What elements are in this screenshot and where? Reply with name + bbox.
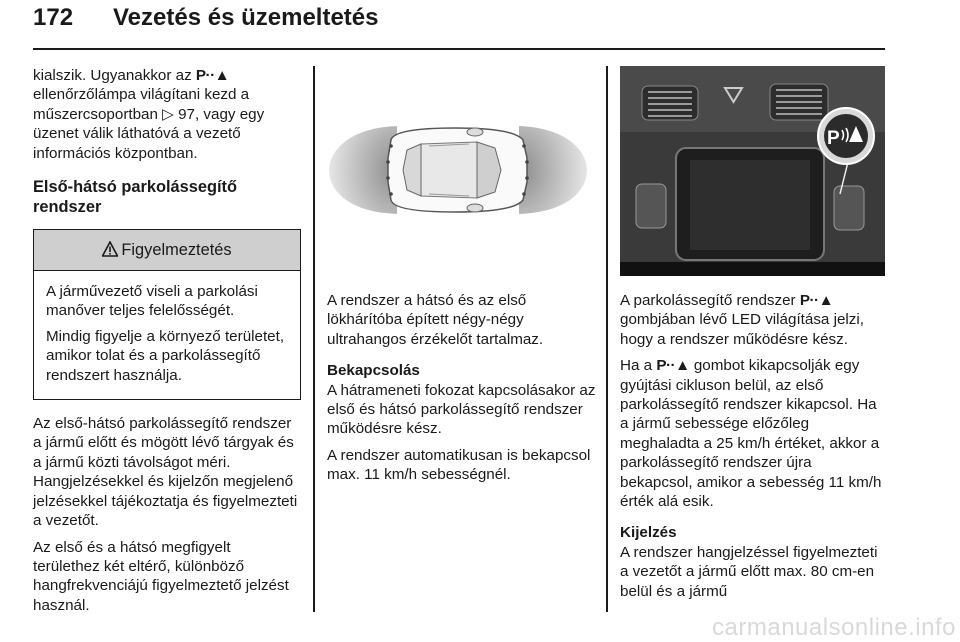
display-paragraph: A rendszer hangjelzéssel figyelmezteti a vezetőt a jármű előtt max. 80 cm-en belül és a jármű — [620, 543, 878, 600]
rear-sensor-zone — [329, 126, 397, 214]
column-1 — [33, 66, 301, 622]
activation-paragraph: A hátrameneti fokozat kapcsolásakor az első és hátsó parkolássegítő rendszer működésre kész. — [327, 381, 596, 438]
watermark: carmanualsonline.info — [712, 614, 956, 641]
activation-heading: Bekapcsolás — [327, 362, 420, 380]
page-ref-arrow-icon: ▷ — [162, 105, 174, 123]
body-paragraph-1: Az első-hátsó parkolássegítő rendszer a jármű előtt és mögött lévő tárgyak és a jármű közti távolságot méri. Hangjelzésekkel és kijelzőn megjelenő jelzésekkel tájékoztatja és figyelmezteti a vezetőt. — [33, 415, 298, 530]
intro-paragraph: kialszik. Ugyanakkor az P··▲ ellenőrzőlámpa világítani kezd a műszercsoportban ▷ 97, vagy egy üzenet válik láthatóvá a vezető információs központban. — [33, 67, 265, 162]
page-title: Vezetés és üzemeltetés — [113, 4, 379, 31]
page-number: 172 — [33, 4, 74, 31]
warning-body — [34, 271, 300, 399]
column-divider-2 — [606, 66, 608, 612]
column-2 — [327, 291, 597, 492]
front-sensor-zone — [519, 126, 587, 214]
display-heading: Kijelzés — [620, 524, 677, 542]
page-header — [33, 4, 885, 48]
park-assist-icon: P··▲ — [799, 292, 834, 309]
park-assist-button-icon: P — [827, 128, 840, 149]
header-rule — [33, 48, 885, 50]
dashboard-illustration — [620, 66, 885, 276]
sensor-zone-illustration — [325, 66, 591, 276]
warning-triangle-icon — [102, 241, 118, 257]
warning-text-1: A járművezető viseli a parkolási manőver teljes felelősségét. — [46, 283, 258, 320]
warning-text-2: Mindig figyelje a környező területet, amikor tolat és a parkolássegítő rendszert használja. — [46, 327, 285, 384]
auto-activation-paragraph: A rendszer automatikusan is bekapcsol max. 11 km/h sebességnél. — [327, 446, 591, 484]
dashboard-figure — [620, 66, 885, 276]
sensor-paragraph: A rendszer a hátsó és az első lökhárítóba épített négy-négy ultrahangos érzékelőt tartalmaz. — [327, 292, 544, 348]
deactivation-paragraph: Ha a P··▲ gombot kikapcsolják egy gyújtási cikluson belül, az első parkolássegítő rendszer kikapcsol. Ha a jármű sebessége előzőleg meghaladta a 25 km/h értéket, akkor a parkolássegítő rendszer újra bekapcsol, amikor a sebesség 11 km/h érték alá esik. — [620, 357, 882, 511]
led-paragraph: A parkolássegítő rendszer P··▲ gombjában lévő LED világítása jelzi, hogy a rendszer működésre kész. — [620, 292, 864, 348]
car-body — [388, 128, 527, 212]
warning-box — [33, 229, 301, 400]
column-3 — [620, 291, 888, 608]
warning-header — [34, 230, 300, 271]
page-ref-link[interactable]: 97, vagy egy üzenet válik láthatóvá a vezető információs központban. — [33, 105, 265, 162]
warning-title: Figyelmeztetés — [121, 241, 232, 260]
section-heading: Első-hátsó parkolássegítő rendszer — [33, 178, 238, 217]
body-paragraph-2: Az első és a hátsó megfigyelt területhez két eltérő, különböző hangfrekvenciájú figyelmeztető jelzést használ. — [33, 538, 289, 614]
column-divider-1 — [313, 66, 315, 612]
park-assist-icon: P··▲ — [656, 357, 690, 375]
car-topview-figure — [325, 66, 591, 276]
park-assist-icon: P··▲ — [195, 67, 230, 84]
